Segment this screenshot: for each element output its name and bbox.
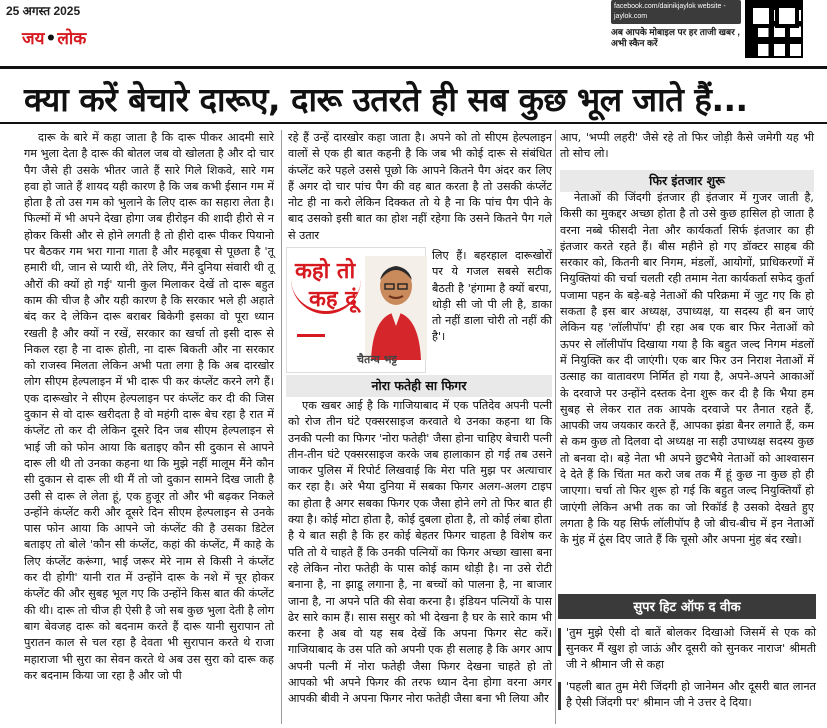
columnist-photo: [365, 256, 427, 360]
super-hit-box: [558, 594, 816, 722]
logo-left: जय: [22, 29, 45, 49]
pen-icon: [297, 334, 325, 337]
feature-title-line2: कह दूं: [309, 287, 357, 312]
joke-item: 'तुम मुझे ऐसी दो बातें बोलकर दिखाओ जिसमें से एक को सुनकर मैं खुश हो जाऊं और दूसरी को सुनकर नाराज' श्रीमती जी ने श्रीमान जी से कहा: [558, 625, 816, 673]
column-2-bottom: [288, 398, 552, 708]
column-3-mid: [560, 190, 814, 549]
column-2-side: लिए हैं। बहरहाल दारूखोरों पर ये गजल सबसे सटीक बैठती है 'हंगामा है क्यों बरपा, थोड़ी सी जो पी ली है, डाका तो नहीं डाला चोरी तो नहीं की है'।: [432, 249, 552, 344]
columnist-byline: चैतन्य भट्ट: [357, 353, 397, 366]
headline-rule: [0, 122, 827, 124]
qr-panel: [611, 0, 821, 60]
logo-right: लोक: [57, 29, 87, 49]
logo-dot-icon: •: [45, 29, 57, 49]
column-2-top: रहे हैं उन्हें दारखोर कहा जाता है। अपने को तो सीएम हेल्पलाइन वालों से एक ही बात कहनी है कि जब भी कोई दारू से संबंधित कंप्लेंट करे पहले उससे पूछो कि आपने कितने पैग अंदर कर लिए हैं अगर दो चार पांच पैग की वह बात करता है तो उसकी कंप्लेंट नोट ही ना करो लेकिन दिक्कत तो ये है ना कि पांच पैग पीने के बाद उसको इसी बात का होश नहीं रहेगा कि उसने कितने पैग गले से उतार: [288, 131, 552, 242]
joke-item: 'पहली बात तुम मेरी जिंदगी हो जानेमन और दूसरी बात लानत है ऐसी जिंदगी पर' श्रीमान जी ने उत्तर दे दिया।: [558, 679, 816, 711]
section-heading: नोरा फतेही सा फिगर: [286, 375, 552, 397]
article-paragraph: नेताओं की जिंदगी इंतजार ही इंतजार में गुजर जाती है, किसी का मुकद्दर अच्छा होता है तो उसे कुछ हासिल हो जाता है वरना नब्बे फीसदी नेता और कार्यकर्ता सिर्फ इंतजार का ही इंतजार करते रहते हैं। बीस महीने हो गए डॉक्टर साहब की सरकार को, कितनी बार निगम, मंडलों, आयोगों, प्राधिकरणों में नियुक्तियां की चर्चा चलती रही तमाम नेता कार्यकर्ता सफेद कुर्ता पजामा पहन के बड़े-बड़े नेताओं की परिक्रमा में जुट गए कि हो सकता है इस बार अध्यक्ष, उपाध्यक्ष, या सदस्य ही बन जाएं लेकिन यह 'लॉलीपॉप' ही रहा अब एक बार फिर नेताओं को ऊपर से लॉलीपॉप दिखाया गया है कि बहुत जल्द निगम मंडलों में नियुक्ति कर दी जाएंगी। एक बार फिर उन निराश नेताओं में उत्साह का वातावरण निर्मित हो गया है, अपने-अपने आकाओं के दरवाजे पर उन्होंने दस्तक देना शुरू कर दी है कि भैया हम सुबह से लेकर रात तक आपके दरवाजे पर तैनात रहते हैं, आपकी जय जयकार करते हैं, आपका झंडा बैनर लगाते हैं, कम से कम कुछ तो दिलवा दो अध्यक्ष ना सही उपाध्यक्ष सदस्य कुछ तो बनवा दो। बड़े नेता भी अपने छुटभैये नेताओं को आश्वासन दे देते हैं कि चिंता मत करो जब तक मैं हूं कुछ ना कुछ हो ही जाएगा। चर्चा तो फिर शुरू हो गई कि बहुत जल्द नियुक्तियाँ हो जाएंगी लेकिन अभी तक का जो रिकॉर्ड है उसको देखते हुए लगता है कि यह सिर्फ लॉलीपॉप है जो बीच-बीच में इन नेताओं के मुंह में ठूंस दिए जाते हैं कि चूसो और अपना मुंह बंद रखो।: [560, 191, 814, 547]
issue-date: 25 अगस्त 2025: [6, 4, 81, 18]
article-paragraph: एक खबर आई है कि गाजियाबाद में एक पतिदेव अपनी पत्नी को रोज तीन घंटे एक्सरसाइज करवाते थे उनका कहना था कि उनकी पत्नी का फिगर 'नोरा फतेही' जैसा होना चाहिए बेचारी पत्नी तीन-तीन घंटे एक्सरसाइज करके जब हालाकान हो गई तब उसने जाकर पुलिस में रिपोर्ट लिखवाई कि मेरा पति मुझ पर अत्याचार कर रहा है। अरे भैया दुनिया में सबका फिगर अलग-अलग टाइप का होता है अगर सबका फिगर एक जैसा होने लगे तो फिर बात ही क्या है। कोई मोटा होता है, कोई दुबला होता है, तो कोई लंबा होता है ये बात सही है कि हर कोई बेहतर फिगर चाहता है विशेष कर पति तो ये चाहते हैं कि उनकी पत्नियों का फिगर अच्छा खासा बना रहे लेकिन नोरा फतेही के पास कोई काम थोड़ी है। ना उसे रोटी बनाना है, ना झाडू लगाना है, ना बच्चों को पालना है, ना बाजार जाना है, ना अपने पति की सेवा करना है। इंडियन पत्नियों के पास ढेर सारे काम हैं। सास ससुर को भी देखना है घर के सारे काम भी करना है अब वो यह सब देखें कि अपना फिगर सेट करें। गाजियाबाद के उस पति को अपनी एक ही सलाह है कि अगर आप अपनी पत्नी में नोरा फतेही जैसा फिगर देखना चाहते हो तो आपको भी अपने फिगर की तरफ ध्यान देना होगा वरना अगर आपकी बीवी ने अपना फिगर नोरा फतेही जैसा बना भी लिया और: [288, 399, 552, 706]
column-1: [24, 130, 274, 684]
feature-title-line1: कहो तो: [295, 259, 356, 284]
social-links[interactable]: facebook.com/dainikjaylok website - jaylok.com: [611, 0, 741, 24]
section-heading: फिर इंतजार शुरू: [560, 170, 814, 192]
column-3-top: आप, 'भप्पी लहरी' जैसे रहे तो फिर जोड़ी कैसे जमेगी यह भी तो सोच लो।: [560, 131, 814, 161]
article-paragraph: दारू के बारे में कहा जाता है कि दारू पीकर आदमी सारे गम भुला देता है दारू की बोतल जब वो खोलता है और दो चार पैग जैसे ही उसके भीतर जाते हैं सारे गिले शिकवे, सारे गम हवा हो जाते हैं शायद यही कारण है कि जब कभी ईसान गम में होता है तो उस गम को भुलाने के लिए दारू का सहारा लेता है। फिल्मों में भी अपने देखा होगा जब हीरोइन की शादी हीरो से न होकर किसी और से होने लगती है तो हीरो दारू पीकर पियानो पर बैठकर गम भरा गाना गाता है और महबूबा से पूछता है 'तू हमारी थी, जान से प्यारी थी, तेरे लिए, मैंने दुनिया संवारी थी तू औरों की क्यों हो गई' यानी कुल मिलाकर देखें तो दारू बहुत काम की चीज है और यही कारण है कि सरकार भले ही अहाते बंद कर दे लेकिन दारू बराबर बिकेगी इसका वो पूरा ध्यान रखती है और क्यों न रखें, सरकार का खर्चा तो इसी दारू से निकल रहा है ना दारू होती, ना दारू बिकती और ना सरकार को राजस्व मिलता लेकिन अभी पता लगा है कि अब दारखोर लोग सीएम हेल्पलाइन में भी दारू पी कर कंप्लेंट करने लगे हैं। एक दारूखोर ने सीएम हेल्पलाइन पर कंप्लेंट कर दी की जिस दुकान से वो दारू खरीदता है वो महंगी दारू बेच रहा है रात में कंप्लेंट तो कर दी लेकिन दूसरे दिन जब सीएम हेल्पलाइन से भाई जी को फोन आया कि बताइए कौन सी दुकान से आपने दारू ली थी तो उनका कहना था कि मुझे नहीं मालूम मैंने कौन सी दुकान से दारू ली थी मैं तो जो दुकान सामने दिख जाती है उसी से दारू ले लेता हूं, एक हुजूर तो और भी बढ़कर निकले उन्होंने कंप्लेंट करी और दूसरे दिन सीएम हेल्पलाइन से उनके पास फोन आया कि आपने जो कंप्लेंट की है उसका डिटेल बताइए तो बोले 'कौन सी कंप्लेंट, कहां की कंप्लेंट, मैं काहे के लिए कंप्लेंट करूंगा, भाई जरूर मेरे नाम से किसी ने कंप्लेंट कर दी होगी' यानी रात में उन्होंने दारू के नशे में चूर होकर कंप्लेंट की और सुबह भूल गए कि उन्होंने किस बात की कंप्लेंट की थी। दारू तो चीज ही ऐसी है जो सब कुछ भुला देती है लोग बाग बेवजह दारू को बदनाम करते हैं दारू यानी सुरापान तो पुरातन काल से चल रहा है देवता भी सुरापान करते थे राजा महाराजा भी सुरा का सेवन करते थे अब उस सुरा को दारू कह कर बदनाम किया जा रहा है और जो पी: [24, 131, 274, 682]
qr-code-icon[interactable]: [745, 0, 803, 58]
qr-text-block: [611, 0, 741, 56]
column-divider: [555, 130, 556, 724]
columnist-feature-box: [286, 247, 426, 373]
headline: क्या करें बेचारे दारूए, दारू उतरते ही सब कुछ भूल जाते हैं...: [24, 80, 748, 119]
qr-note: अब आपके मोबाइल पर हर ताजी खबर , अभी स्कैन करें: [611, 27, 740, 48]
column-divider: [281, 130, 282, 724]
super-hit-title: सुपर हिट ऑफ द वीक: [558, 594, 816, 619]
masthead-rule: [0, 66, 827, 69]
newspaper-logo: [22, 26, 86, 49]
